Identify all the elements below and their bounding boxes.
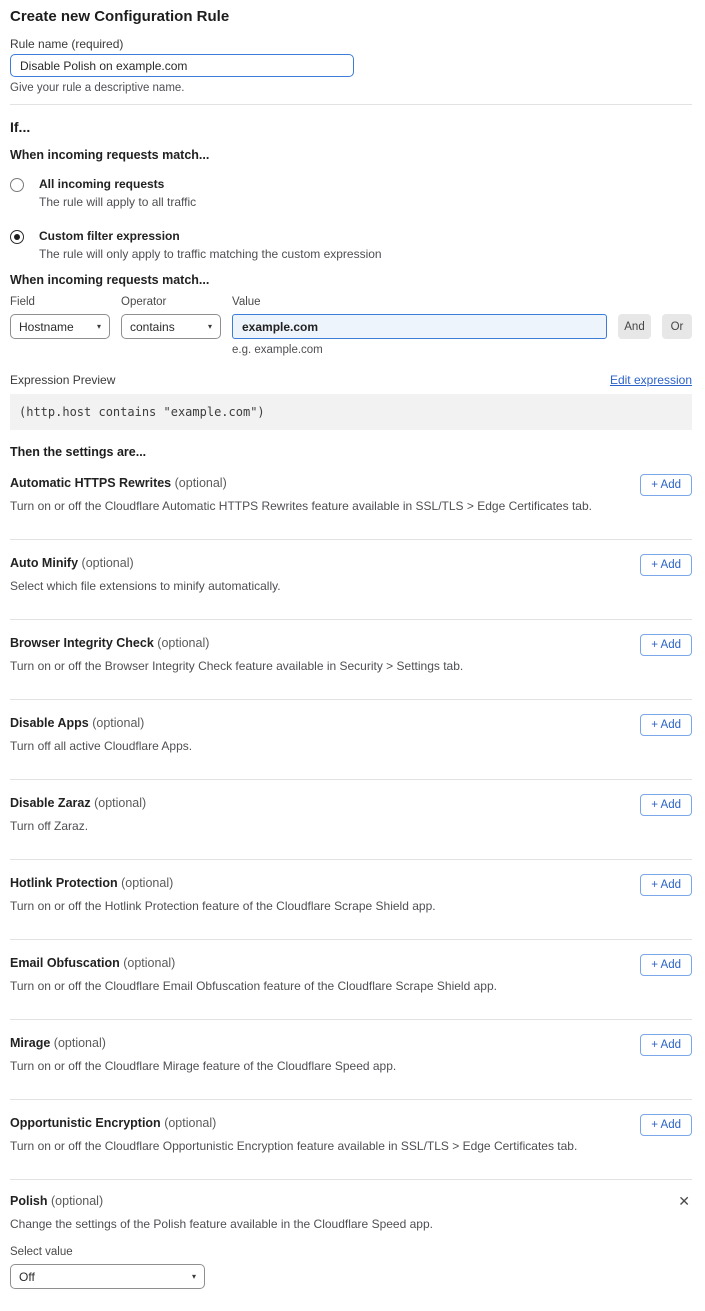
- setting-name: Email Obfuscation: [10, 956, 120, 970]
- radio-button-selected[interactable]: [10, 230, 24, 244]
- setting-title: [10, 956, 692, 971]
- setting-optional: (optional): [174, 476, 227, 490]
- setting-name: Automatic HTTPS Rewrites: [10, 476, 172, 490]
- field-select-value: Hostname: [19, 319, 74, 334]
- setting-optional: (optional): [164, 1116, 217, 1130]
- select-value-label: Select value: [10, 1246, 73, 1258]
- add-button[interactable]: + Add: [640, 474, 692, 496]
- setting-optional: (optional): [53, 1036, 106, 1050]
- setting-title: [10, 796, 692, 811]
- chevron-down-icon: ▾: [96, 322, 101, 331]
- setting-optional: (optional): [51, 1194, 104, 1208]
- setting-row-automatic-https-rewrites: [10, 460, 692, 540]
- setting-optional: (optional): [121, 876, 174, 890]
- add-button[interactable]: + Add: [640, 554, 692, 576]
- field-label: Field: [10, 296, 35, 308]
- setting-title: [10, 876, 692, 891]
- rule-name-input[interactable]: [10, 54, 354, 77]
- setting-description: Select which file extensions to minify automatically.: [10, 579, 281, 593]
- setting-description: Turn off all active Cloudflare Apps.: [10, 739, 193, 753]
- add-button[interactable]: + Add: [640, 714, 692, 736]
- setting-title: [10, 556, 692, 571]
- setting-description: Turn on or off the Cloudflare Opportunistic Encryption feature available in SSL/TLS > Edge Certificates tab.: [10, 1139, 578, 1153]
- setting-description: Turn off Zaraz.: [10, 819, 89, 833]
- edit-expression-link[interactable]: Edit expression: [609, 373, 692, 387]
- field-select[interactable]: [10, 314, 110, 339]
- polish-value-select[interactable]: [10, 1264, 205, 1289]
- polish-select-value: Off: [19, 1269, 35, 1284]
- rule-name-label: Rule name (required): [10, 37, 124, 51]
- add-button[interactable]: + Add: [640, 874, 692, 896]
- radio-option-label: All incoming requests: [39, 177, 165, 191]
- setting-row-opportunistic-encryption: [10, 1100, 692, 1180]
- setting-optional: (optional): [94, 796, 147, 810]
- add-button[interactable]: + Add: [640, 1114, 692, 1136]
- setting-description: Turn on or off the Cloudflare Automatic HTTPS Rewrites feature available in SSL/TLS > Edge Certificates tab.: [10, 499, 592, 513]
- setting-name: Polish: [10, 1194, 48, 1208]
- radio-option-custom-filter-expression[interactable]: [10, 229, 692, 261]
- setting-title: [10, 476, 692, 491]
- setting-row-auto-minify: [10, 540, 692, 620]
- setting-title: [10, 716, 692, 731]
- setting-name: Browser Integrity Check: [10, 636, 154, 650]
- setting-name: Opportunistic Encryption: [10, 1116, 161, 1130]
- setting-row-browser-integrity-check: [10, 620, 692, 700]
- setting-description: Turn on or off the Browser Integrity Check feature available in Security > Settings tab.: [10, 659, 464, 673]
- radio-option-description: The rule will only apply to traffic matching the custom expression: [39, 247, 382, 261]
- setting-optional: (optional): [81, 556, 134, 570]
- setting-row-polish-expanded: [10, 1180, 692, 1301]
- setting-row-disable-zaraz: [10, 780, 692, 860]
- setting-name: Disable Zaraz: [10, 796, 91, 810]
- incoming-requests-match-subheading: When incoming requests match...: [10, 148, 210, 162]
- setting-title: [10, 1194, 692, 1209]
- setting-description: Change the settings of the Polish feature available in the Cloudflare Speed app.: [10, 1217, 433, 1231]
- operator-select[interactable]: [121, 314, 221, 339]
- value-input[interactable]: [232, 314, 607, 339]
- setting-description: Turn on or off the Cloudflare Email Obfuscation feature of the Cloudflare Scrape Shield app.: [10, 979, 497, 993]
- expression-preview-header: [10, 373, 692, 387]
- chevron-down-icon: ▾: [191, 1272, 196, 1281]
- setting-name: Mirage: [10, 1036, 51, 1050]
- expression-preview-label: Expression Preview: [10, 373, 116, 387]
- close-icon[interactable]: ✕: [678, 1193, 690, 1209]
- or-button[interactable]: Or: [662, 314, 692, 339]
- expression-builder-subheading: When incoming requests match...: [10, 273, 210, 287]
- setting-title: [10, 1116, 692, 1131]
- setting-description: Turn on or off the Cloudflare Mirage feature of the Cloudflare Speed app.: [10, 1059, 397, 1073]
- value-label: Value: [232, 296, 261, 308]
- setting-title: [10, 636, 692, 651]
- setting-row-disable-apps: [10, 700, 692, 780]
- setting-row-email-obfuscation: [10, 940, 692, 1020]
- and-button[interactable]: And: [618, 314, 651, 339]
- operator-label: Operator: [121, 296, 167, 308]
- setting-name: Auto Minify: [10, 556, 79, 570]
- expression-preview-code: (http.host contains "example.com"): [10, 394, 692, 430]
- radio-option-label: Custom filter expression: [39, 229, 180, 243]
- setting-optional: (optional): [157, 636, 210, 650]
- chevron-down-icon: ▾: [207, 322, 212, 331]
- setting-row-mirage: [10, 1020, 692, 1100]
- if-heading: If...: [10, 119, 31, 135]
- add-button[interactable]: + Add: [640, 634, 692, 656]
- rule-name-helper: Give your rule a descriptive name.: [10, 82, 185, 94]
- setting-row-hotlink-protection: [10, 860, 692, 940]
- radio-option-description: The rule will apply to all traffic: [39, 195, 197, 209]
- add-button[interactable]: + Add: [640, 1034, 692, 1056]
- section-divider: [10, 104, 692, 105]
- expression-builder: [10, 296, 692, 357]
- add-button[interactable]: + Add: [640, 794, 692, 816]
- radio-option-all-incoming-requests[interactable]: [10, 177, 692, 209]
- setting-title: [10, 1036, 692, 1051]
- add-button[interactable]: + Add: [640, 954, 692, 976]
- value-helper: e.g. example.com: [232, 344, 323, 356]
- radio-button-unselected[interactable]: [10, 178, 24, 192]
- operator-select-value: contains: [130, 319, 175, 334]
- page-title: Create new Configuration Rule: [10, 8, 230, 25]
- setting-description: Turn on or off the Hotlink Protection feature of the Cloudflare Scrape Shield app.: [10, 899, 436, 913]
- setting-name: Disable Apps: [10, 716, 89, 730]
- setting-name: Hotlink Protection: [10, 876, 118, 890]
- setting-optional: (optional): [123, 956, 176, 970]
- setting-optional: (optional): [92, 716, 145, 730]
- then-settings-heading: Then the settings are...: [10, 445, 147, 459]
